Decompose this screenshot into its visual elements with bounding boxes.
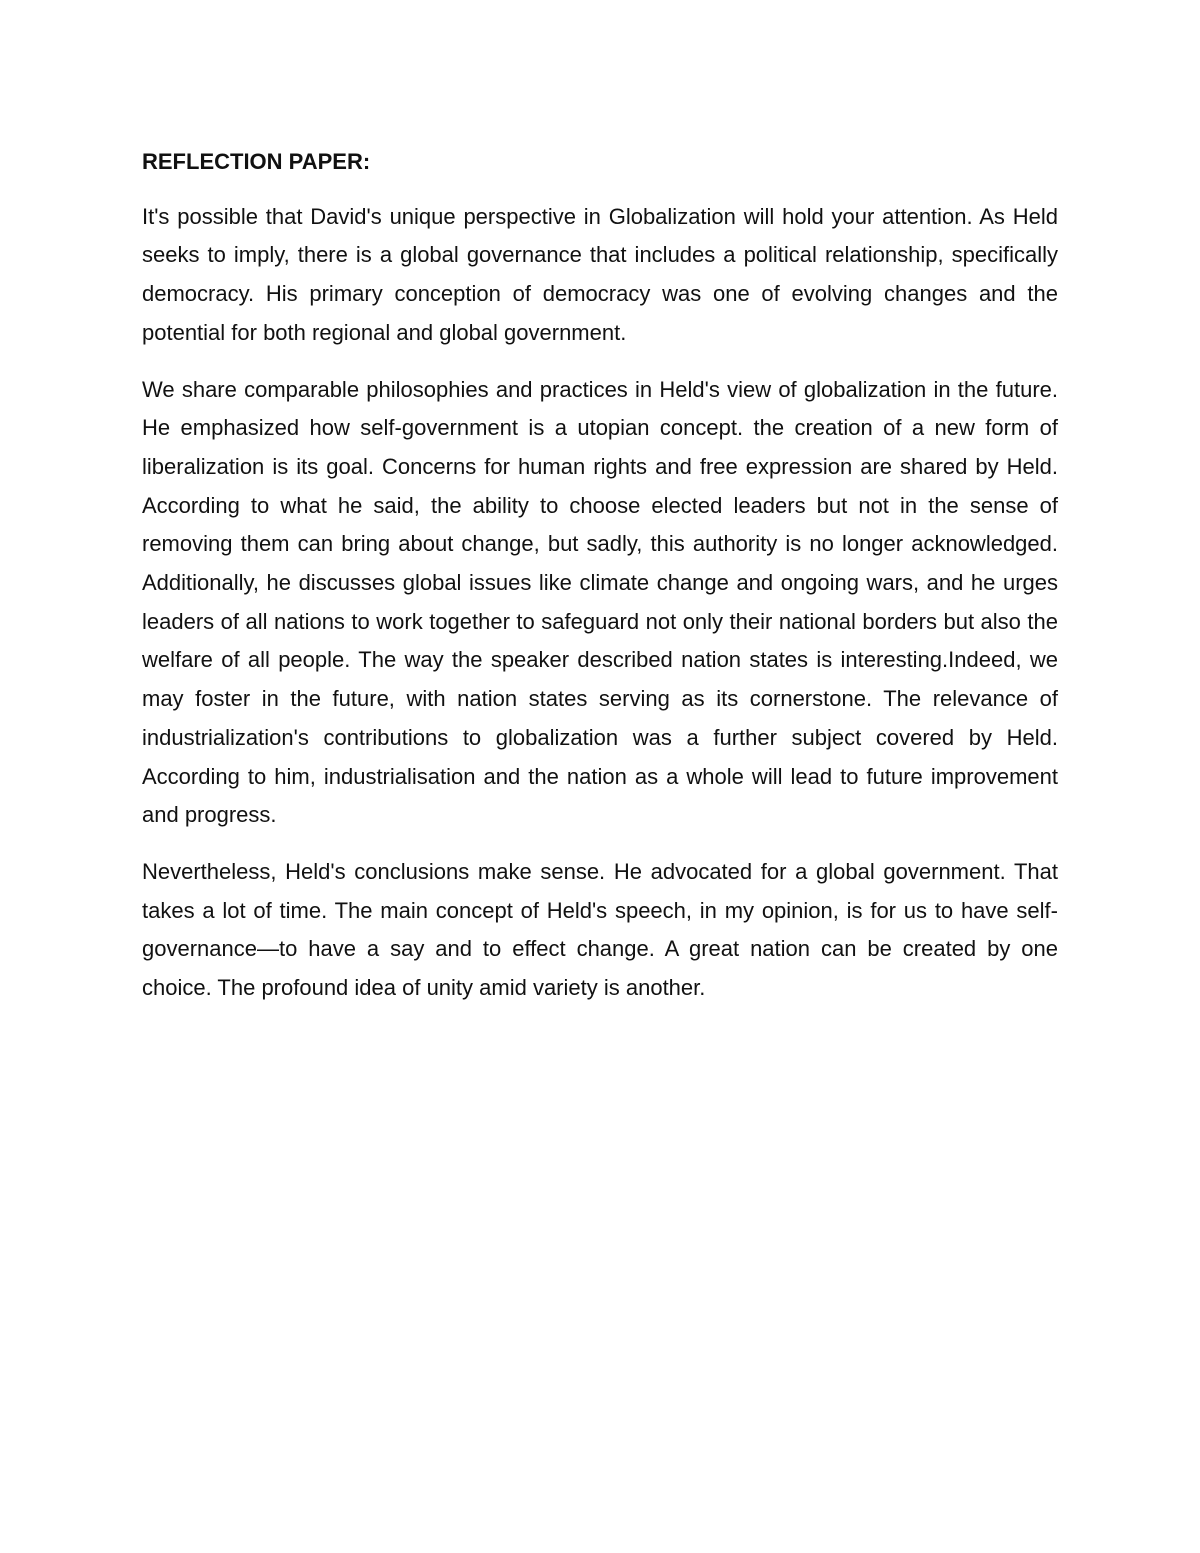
paragraph-3: Nevertheless, Held's conclusions make sense. He advocated for a global government. That takes a lot of time. The main concept of Held's speech, in my opinion, is for us to have self-governance—to have a say and to effect change. A great nation can be created by one choice. The profound idea of unity amid variety is another. (142, 858, 1058, 1001)
document-title: REFLECTION PAPER: (142, 149, 371, 174)
document-body (142, 143, 1058, 1026)
paragraph-2: We share comparable philosophies and practices in Held's view of globalization in the future. He emphasized how self-government is a utopian concept. the creation of a new form of liberalization is its goal. Concerns for human rights and free expression are shared by Held. According to what he said, the ability to choose elected leaders but not in the sense of removing them can bring about change, but sadly, this authority is no longer acknowledged. Additionally, he discusses global issues like climate change and ongoing wars, and he urges leaders of all nations to work together to safeguard not only their national borders but also the welfare of all people. The way the speaker described nation states is interesting.Indeed, we may foster in the future, with nation states serving as its cornerstone. The relevance of industrialization's contributions to globalization was a further subject covered by Held. According to him, industrialisation and the nation as a whole will lead to future improvement and progress. (142, 376, 1058, 828)
paragraph-1: It's possible that David's unique perspective in Globalization will hold your attention. As Held seeks to imply, there is a global governance that includes a political relationship, specifically democracy. His primary conception of democracy was one of evolving changes and the potential for both regional and global government. (142, 203, 1058, 345)
